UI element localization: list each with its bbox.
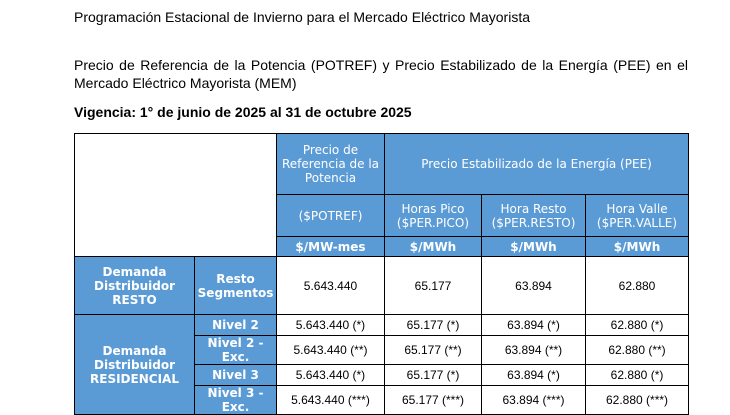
unit-resto: $/MWh <box>482 237 586 257</box>
valle-value: 62.880 (*) <box>586 365 689 386</box>
potref-value: 5.643.440 (*) <box>277 315 385 336</box>
table-row <box>75 315 689 336</box>
header-row-1 <box>75 134 689 195</box>
group-label-resto: Demanda Distribuidor RESTO <box>75 257 195 315</box>
resto-value: 63.894 (*) <box>482 365 586 386</box>
resto-value: 63.894 (**) <box>482 336 586 365</box>
potref-value: 5.643.440 (***) <box>277 386 385 415</box>
resto-value: 63.894 (***) <box>482 386 586 415</box>
pico-value: 65.177 <box>385 257 482 315</box>
table-row <box>75 257 689 315</box>
unit-potref: $/MW-mes <box>277 237 385 257</box>
valle-value: 62.880 (*) <box>586 315 689 336</box>
row-label: Nivel 3 <box>195 365 277 386</box>
resto-value: 63.894 <box>482 257 586 315</box>
header-potref-code: ($POTREF) <box>277 195 385 237</box>
header-pee: Precio Estabilizado de la Energía (PEE) <box>385 134 689 195</box>
potref-value: 5.643.440 (**) <box>277 336 385 365</box>
resto-value: 63.894 (*) <box>482 315 586 336</box>
row-label: Resto Segmentos <box>195 257 277 315</box>
potref-value: 5.643.440 <box>277 257 385 315</box>
valle-value: 62.880 (**) <box>586 336 689 365</box>
document-subtitle: Precio de Referencia de la Potencia (POTREF) y Precio Estabilizado de la Energía (PEE) en el Mercado Eléctrico Mayorista (MEM) <box>74 57 688 91</box>
corner-cell <box>75 134 277 257</box>
unit-valle: $/MWh <box>586 237 689 257</box>
row-label: Nivel 2 <box>195 315 277 336</box>
header-pico: Horas Pico ($PER.PICO) <box>385 195 482 237</box>
price-table <box>74 133 689 415</box>
header-resto: Hora Resto ($PER.RESTO) <box>482 195 586 237</box>
header-valle: Hora Valle ($PER.VALLE) <box>586 195 689 237</box>
valle-value: 62.880 <box>586 257 689 315</box>
row-label: Nivel 2 - Exc. <box>195 336 277 365</box>
row-label: Nivel 3 - Exc. <box>195 386 277 415</box>
header-potref: Precio de Referencia de la Potencia <box>277 134 385 195</box>
pico-value: 65.177 (*) <box>385 365 482 386</box>
document-title: Programación Estacional de Invierno para el Mercado Eléctrico Mayorista <box>74 9 530 25</box>
pico-value: 65.177 (*) <box>385 315 482 336</box>
group-label-residencial: Demanda Distribuidor RESIDENCIAL <box>75 315 195 415</box>
pico-value: 65.177 (**) <box>385 336 482 365</box>
potref-value: 5.643.440 (*) <box>277 365 385 386</box>
validity-period: Vigencia: 1° de junio de 2025 al 31 de octubre 2025 <box>74 104 412 120</box>
valle-value: 62.880 (***) <box>586 386 689 415</box>
unit-pico: $/MWh <box>385 237 482 257</box>
pico-value: 65.177 (***) <box>385 386 482 415</box>
